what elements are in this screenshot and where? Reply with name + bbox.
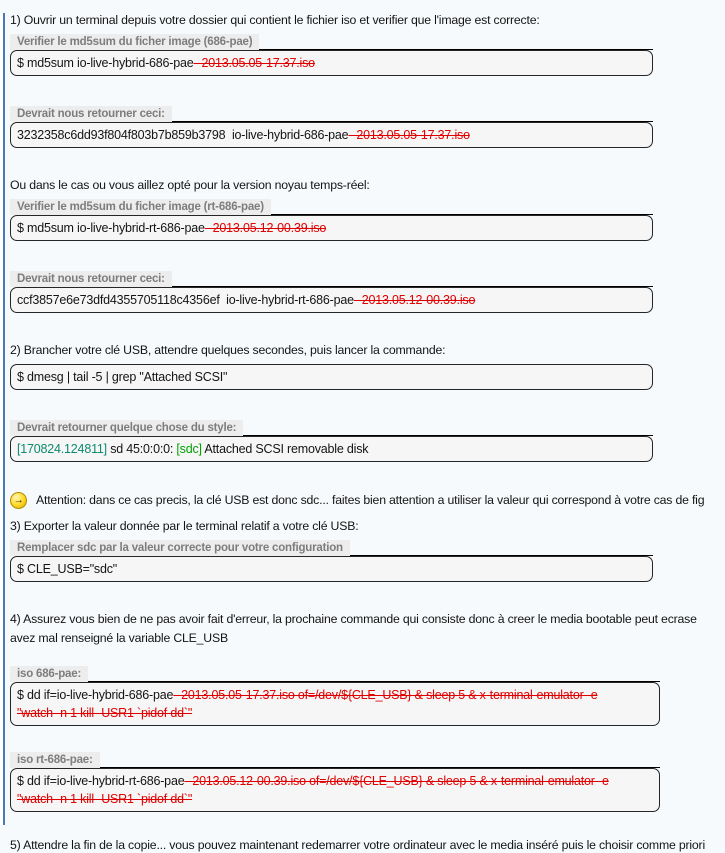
legend-rule (259, 49, 653, 50)
dmesg-output-block-title: Devrait retourner quelque chose du style: (10, 420, 243, 436)
md5sum-rt686-command-block-title-row (10, 199, 653, 215)
md5sum-686-command-block (10, 34, 725, 76)
code-segment-plain: $ CLE_USB="sdc" (17, 562, 118, 576)
code-segment-removed: --2013.05.05-17.37.iso (348, 128, 470, 142)
legend-rule (88, 681, 660, 682)
code-segment-plain: $ dd if=io-live-hybrid-686-pae (17, 688, 174, 702)
dmesg-command-block (10, 364, 725, 390)
step-5-paragraph (10, 838, 725, 853)
md5sum-rt686-command-block-title: Verifier le md5sum du ficher image (rt-686-pae) (10, 199, 271, 215)
md5sum-686-command-block-title-row (10, 34, 653, 50)
step-2-paragraph (10, 343, 725, 358)
md5sum-686-command-block-code (10, 50, 653, 76)
realtime-variant-paragraph-text: Ou dans le cas ou vous aillez opté pour la version noyau temps-réel: (10, 178, 370, 192)
cle-usb-export-block (10, 540, 725, 582)
sdc-warning (10, 492, 725, 509)
arrow-right-icon: → (10, 492, 27, 509)
code-segment-removed: "watch -n 1 kill -USR1 `pidof dd`" (17, 792, 193, 806)
wiki-document-content (0, 13, 725, 853)
md5sum-rt686-output-block-title-row (10, 271, 653, 287)
legend-rule (271, 214, 653, 215)
code-line (17, 560, 646, 578)
sdc-warning-text: Attention: dans ce cas precis, la clé USB est donc sdc... faites bien attention a utiliser la valeur qui correspond à votre cas de fig (36, 493, 705, 507)
code-line (17, 126, 646, 144)
md5sum-686-output-block-title: Devrait nous retourner ceci: (10, 106, 172, 122)
cle-usb-export-block-title: Remplacer sdc par la valeur correcte pour votre configuration (10, 540, 350, 556)
md5sum-rt686-command-block-code (10, 215, 653, 241)
code-segment-plain: $ dd if=io-live-hybrid-rt-686-pae (17, 774, 185, 788)
step-4-paragraph-line-1-text: 4) Assurez vous bien de ne pas avoir fait d'erreur, la prochaine commande qui consiste donc à creer le media bootable peut ecrase (10, 612, 697, 626)
step-4-paragraph-line-1 (10, 612, 725, 627)
code-segment-plain: $ md5sum io-live-hybrid-rt-686-pae (17, 221, 205, 235)
code-line (17, 368, 646, 386)
code-line (17, 686, 653, 704)
code-segment-plain: 3232358c6dd93f804f803b7b859b3798 io-live-hybrid-686-pae (17, 128, 349, 142)
md5sum-rt686-output-block-title: Devrait nous retourner ceci: (10, 271, 172, 287)
code-segment-removed: --2013.05.05-17.37.iso of=/dev/${CLE_USB} & sleep 5 & x-terminal-emulator -e (173, 688, 598, 702)
dmesg-output-block (10, 420, 725, 462)
step-1-paragraph (10, 13, 725, 28)
code-line (17, 54, 646, 72)
legend-rule (100, 767, 660, 768)
code-segment-removed: --2013.05.05-17.37.iso (193, 56, 315, 70)
legend-rule (243, 435, 653, 436)
code-segment-removed: --2013.05.12-00.39.iso (204, 221, 327, 235)
code-line (17, 440, 646, 458)
dmesg-output-block-title-row (10, 420, 653, 436)
legend-rule (350, 555, 653, 556)
dmesg-command-block-code (10, 364, 653, 390)
dd-686-block-title-row (10, 666, 660, 682)
cle-usb-export-block-code (10, 556, 653, 582)
code-segment-removed: --2013.05.12-00.39.iso (353, 293, 476, 307)
step-1-paragraph-text: 1) Ouvrir un terminal depuis votre dossier qui contient le fichier iso et verifier que l'image est correcte: (10, 13, 540, 27)
dmesg-output-block-code (10, 436, 653, 462)
dd-rt686-block-title-row (10, 752, 660, 768)
md5sum-rt686-output-block (10, 271, 725, 313)
md5sum-rt686-command-block (10, 199, 725, 241)
code-segment-plain: sd 45:0:0:0: (106, 442, 177, 456)
md5sum-686-command-block-title: Verifier le md5sum du ficher image (686-pae) (10, 34, 259, 50)
realtime-variant-paragraph (10, 178, 725, 193)
legend-rule (172, 286, 653, 287)
code-segment-plain: Attached SCSI removable disk (201, 442, 369, 456)
code-line (17, 704, 653, 722)
step-3-paragraph-text: 3) Exporter la valeur donnée par le terminal relatif a votre clé USB: (10, 519, 359, 533)
code-segment-removed: --2013.05.12-00.39.iso of=/dev/${CLE_USB} & sleep 5 & x-terminal-emulator -e (184, 774, 609, 788)
dd-686-block-title: iso 686-pae: (10, 666, 88, 682)
dd-rt686-block-code (10, 768, 660, 812)
code-line (17, 790, 653, 808)
code-segment-device: [sdc] (176, 442, 202, 456)
dd-rt686-block (10, 752, 725, 812)
cle-usb-export-block-title-row (10, 540, 653, 556)
step-3-paragraph (10, 519, 725, 534)
dd-686-block-code (10, 682, 660, 726)
step-4-paragraph-line-2 (10, 631, 725, 646)
step-4-paragraph-line-2-text: avez mal renseigné la variable CLE_USB (10, 631, 228, 645)
quote-accent-line (3, 13, 5, 825)
code-segment-plain: ccf3857e6e73dfd4355705118c4356ef io-live-hybrid-rt-686-pae (17, 293, 354, 307)
code-segment-timestamp: [170824.124811] (17, 442, 107, 456)
code-segment-plain: $ dmesg | tail -5 | grep "Attached SCSI" (17, 370, 228, 384)
step-2-paragraph-text: 2) Brancher votre clé USB, attendre quelques secondes, puis lancer la commande: (10, 343, 446, 357)
code-segment-removed: "watch -n 1 kill -USR1 `pidof dd`" (17, 706, 193, 720)
legend-rule (172, 121, 653, 122)
md5sum-rt686-output-block-code (10, 287, 653, 313)
md5sum-686-output-block-code (10, 122, 653, 148)
step-5-paragraph-text: 5) Attendre la fin de la copie... vous pouvez maintenant redemarrer votre ordinateur avec le media inséré puis le choisir comme priori (10, 838, 705, 852)
dd-686-block (10, 666, 725, 726)
md5sum-686-output-block-title-row (10, 106, 653, 122)
md5sum-686-output-block (10, 106, 725, 148)
dd-rt686-block-title: iso rt-686-pae: (10, 752, 100, 768)
code-line (17, 291, 646, 309)
code-segment-plain: $ md5sum io-live-hybrid-686-pae (17, 56, 194, 70)
code-line (17, 772, 653, 790)
code-line (17, 219, 646, 237)
